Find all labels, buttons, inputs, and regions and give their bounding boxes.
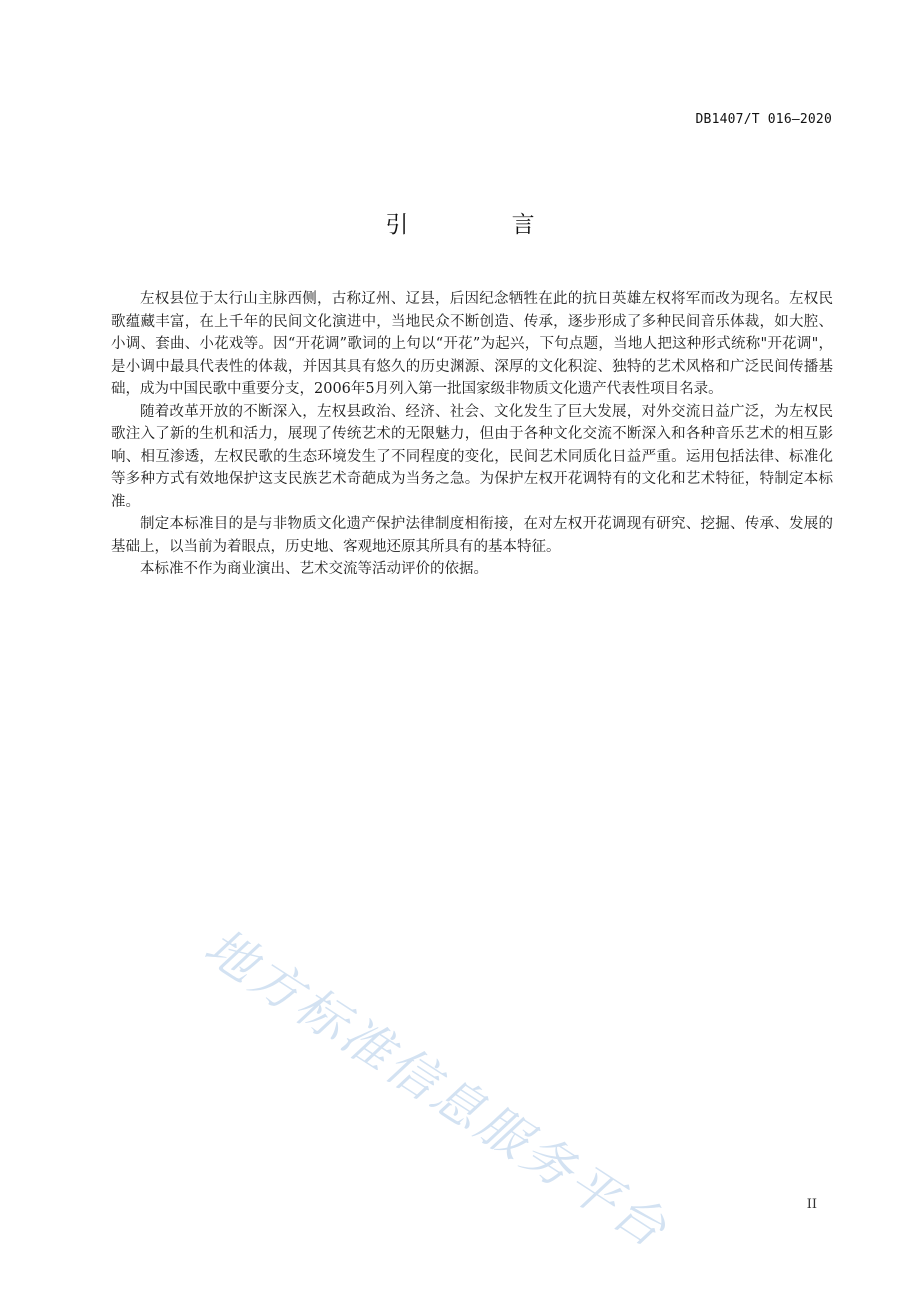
body-text [111, 288, 833, 581]
paragraph: 本标准不作为商业演出、艺术交流等活动评价的依据。 [140, 561, 488, 577]
page-number: II [806, 1197, 817, 1212]
paragraph: 制定本标准目的是与非物质文化遗产保护法律制度相衔接，在对左权开花调现有研究、挖掘、传承、发展的基础上，以当前为着眼点，历史地、客观地还原其所具有的基本特征。 [111, 516, 833, 555]
paragraph: 左权县位于太行山主脉西侧，古称辽州、辽县，后因纪念牺牲在此的抗日英雄左权将军而改为现名。左权民歌蕴藏丰富，在上千年的民间文化演进中，当地民众不断创造、传承，逐步形成了多种民间音乐体裁，如大腔、小调、套曲、小花戏等。因“开花调”歌词的上句以“开花”为起兴，下句点题，当地人把这种形式统称"开花调"，是小调中最具代表性的体裁，并因其具有悠久的历史渊源、深厚的文化积淀、独特的艺术风格和广泛民间传播基础，成为中国民歌中重要分支，2006年5月列入第一批国家级非物质文化遗产代表性项目名录。 [111, 291, 833, 397]
document-code: DB1407/T 016—2020 [695, 112, 832, 127]
page-title: 引 言 [385, 212, 583, 238]
watermark: 地方标准信息服务平台 [194, 917, 679, 1260]
paragraph: 随着改革开放的不断深入，左权县政治、经济、社会、文化发生了巨大发展，对外交流日益广泛，为左权民歌注入了新的生机和活力，展现了传统艺术的无限魅力，但由于各种文化交流不断深入和各种音乐艺术的相互影响、相互渗透，左权民歌的生态环境发生了不同程度的变化，民间艺术同质化日益严重。运用包括法律、标准化等多种方式有效地保护这支民族艺术奇葩成为当务之急。为保护左权开花调特有的文化和艺术特征，特制定本标准。 [111, 403, 833, 510]
